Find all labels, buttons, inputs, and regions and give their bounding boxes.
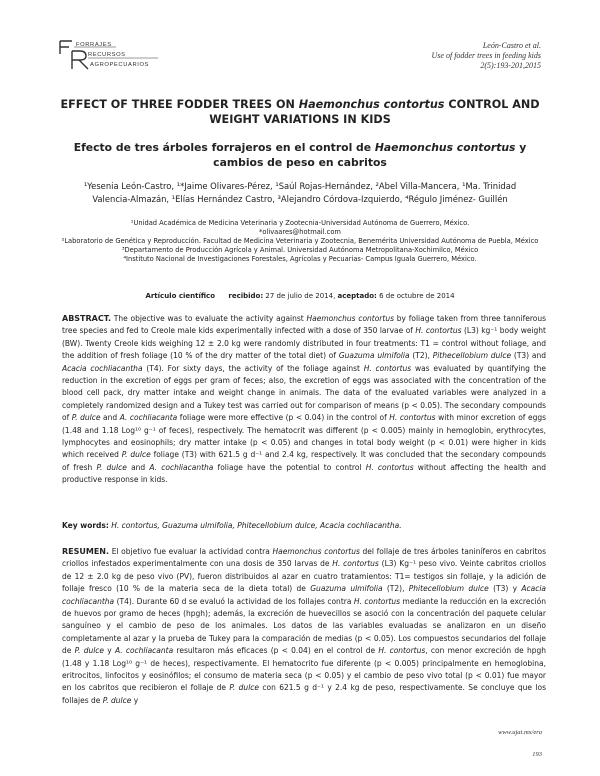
keywords-text: H. contortus, Guazuma ulmifolia, Phitecellobium dulce, Acacia cochliacantha. [108,521,402,530]
abstract-label: ABSTRACT. [62,314,112,323]
logo-line3: AGROPECUARIOS [90,62,150,68]
page-number: 193 [532,751,542,758]
resumen-label: RESUMEN. [62,547,110,556]
logo-line2: RECURSOS [88,52,126,58]
journal-logo [58,38,208,72]
footer-url[interactable]: www.ujat.mx/era [498,729,542,736]
logo-r-mark [72,51,88,69]
article-dates: Artículo científico recibido: 27 de julio de 2014, aceptado: 6 de octubre de 2014 [145,292,455,300]
logo-f-mark [60,41,72,54]
article-type: Artículo científico [145,292,216,300]
affiliation-2: ²Laboratorio de Genética y Reproducción. Facultad de Medicina Veterinaria y Zootecnia, Benemérita Universidad Autónoma de Puebla, México [61,237,539,245]
keywords [62,520,546,532]
authors-line2: Valencia-Almazán, ¹Elías Hernández Castro, ³Alejandro Córdova-Izquierdo, ⁴Régulo Jiménez- Guillén [92,193,508,204]
header-authors: León-Castro et al. [482,41,541,50]
header-title: Use of fodder trees in feeding kids [431,51,541,60]
article-subtitle: Efecto de tres árboles forrajeros en el control de Haemonchus contortus y cambios de peso en cabritos [73,141,527,169]
authors-line1: ¹Yesenia León-Castro, ¹*Jaime Olivares-Pérez, ¹Saúl Rojas-Hernández, ²Abel Villa-Mancera, ¹Ma. Trinidad [83,181,517,191]
running-header [432,41,541,71]
article-title: EFFECT OF THREE FODDER TREES ON Haemonchus contortus CONTROL AND WEIGHT VARIATIONS IN KIDS [60,98,540,126]
affiliation-1: ¹Unidad Académica de Medicina Veterinaria y Zootecnia-Universidad Autónoma de Guerrero, México. [130,219,470,227]
resumen-paragraph: RESUMEN. El objetivo fue evaluar la actividad contra Haemonchus contortus del follaje de tres árboles taniníferos en cabritos criollos infestados experimentalmente con una dosis de 350 larvas de H. contortus (L3) Kg⁻¹ peso vivo. Veinte cabritos criollos de 12 ± 2.0 kg de peso vivo (PV), fueron distribuidos al azar en cuatro tratamientos: T1= testigos sin follaje, y la adición de follaje fresco (10 % de la materia seca de la dieta total) de Guazuma ulmifolia (T2), Phitecellobium dulce (T3) y Acacia cochliacantha (T4). Durante 60 d se evaluó la actividad de los follajes contra H. contortus mediante la reducción en la excreción de huevos por gramo de heces (hpgh); además, la excreción de huevecillos se asoció con la concentración del paquete celular sanguíneo y el cambio de peso de los animales. Los datos de las variables evaluadas se analizaron en un diseño completamente al azar y la prueba de Tukey para la comparación de medias (p < 0.05). Los compuestos secundarios del follaje de P. dulce y A. cochliacanta resultaron más eficaces (p < 0.04) en el control de H. contortus, con menor excreción de hpgh (1.48 y 1.18 Log¹⁰ g⁻¹ de heces), respectivamente. El hematocrito fue diferente (p < 0.005) principalmente en hemoglobina, eritrocitos, linfocitos y eosinófilos; el consumo de materia seca (p < 0.05) y el cambio de peso vivo total (p < 0.01) fue mayor en los cabritos que recibieron el follaje de P. dulce con 621.5 g d⁻¹ y 2.4 kg de peso, respectivamente. Se concluye que los follajes de P. dulce y [62,547,547,705]
corresponding-email: *olivaares@hotmail.com [259,228,341,236]
affiliation-3: ³Departamento de Producción Agrícola y Animal. Universidad Autónoma Metropolitana-Xochimilco, México [121,246,479,254]
affiliation-4: ⁴Instituto Nacional de Investigaciones Forestales, Agrícolas y Pecuarias- Campus Iguala Guerrero, México. [123,255,477,263]
author-list [60,180,540,205]
logo-line1: FORRAJES [76,42,112,48]
affiliations [40,219,560,264]
header-ref: 2(5):193-201,2015 [480,61,541,70]
keywords-label: Key words: [62,521,109,530]
abstract-paragraph: ABSTRACT. The objective was to evaluate the activity against Haemonchus contortus by foliage taken from three tanniferous tree species and fed to Creole male kids experimentally infected with a dose of 350 larvae of H. contortus (L3) kg⁻¹ body weight (BW). Twenty Creole kids weighing 12 ± 2.0 kg were randomly distributed in four treatments: T1 = control without foliage, and the addition of fresh foliage (10 % of the dry matter of the total diet) of Guazuma ulmifolia (T2), Pithecellobium dulce (T3) and Acacia cochliacantha (T4). For sixty days, the activity of the foliage against H. contortus was evaluated by quantifying the reduction in the excretion of eggs per gram of feces; also, the excretion of eggs was associated with the concentration of the blood cell pack, dry matter intake and weight change in animals. The data of the evaluated variables were analyzed in a completely randomized design and a Tukey test was carried out for comparison of means (p < 0.05). The secondary compounds of P. dulce and A. cochliacanta foliage were more effective (p < 0.04) in the control of H. contortus with minor excretion of eggs (1.48 and 1.18 Log¹⁰ g⁻¹ of feces), respectively. The hematocrit was different (p < 0.005) mainly in hemoglobin, erythrocytes, lymphocytes and eosinophils; dry matter intake (p < 0.05) and changes in total body weight (p < 0.01) were higher in kids which received P. dulce foliage (T3) with 621.5 g d⁻¹ and 2.4 kg, respectively. It was concluded that the secondary compounds of fresh P. dulce and A. cochliacantha foliage have the potential to control H. contortus without affecting the health and productive response in kids. [62,314,547,485]
